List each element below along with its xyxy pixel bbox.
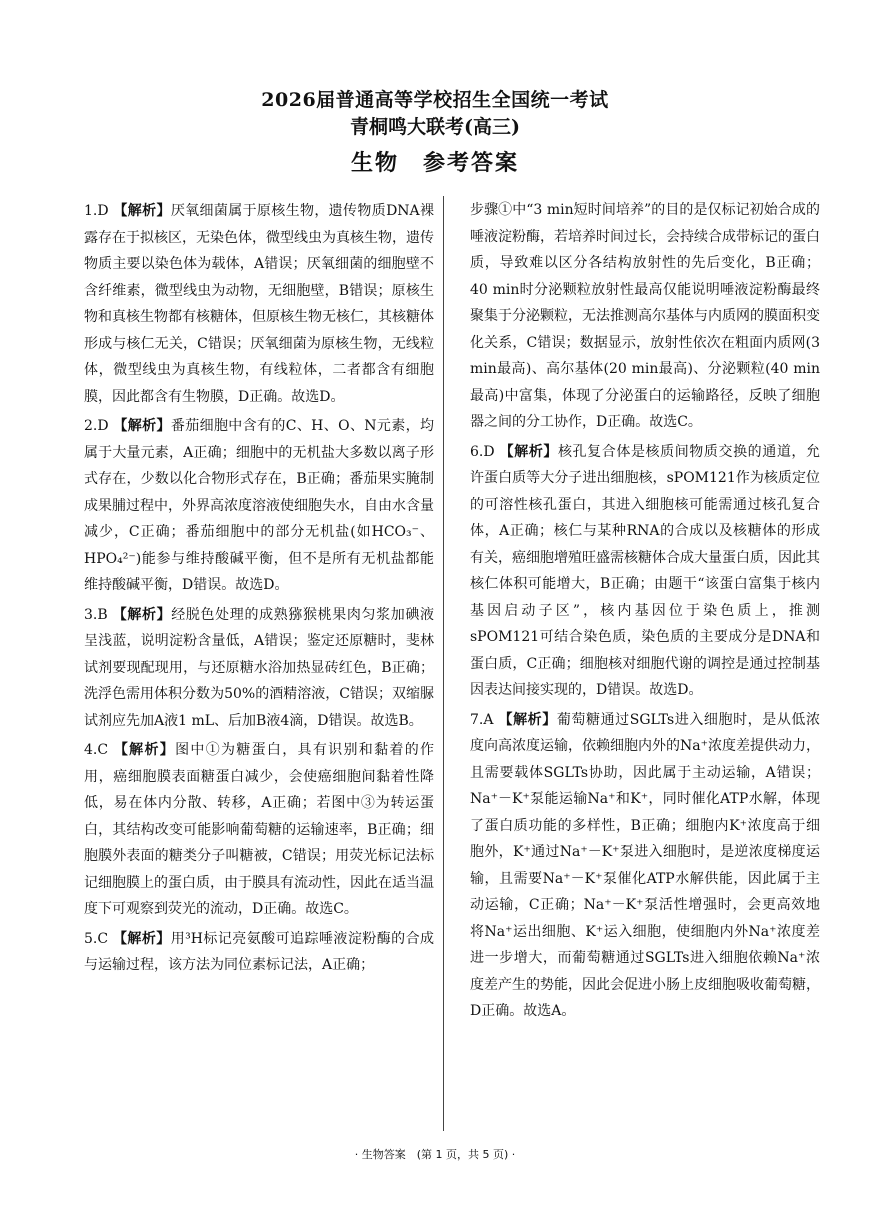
answer-number: 6.D bbox=[470, 443, 495, 460]
answer-text: 葡萄糖通过SGLTs进入细胞时，是从低浓度向高浓度运输，依赖细胞内外的Na⁺浓度差提供动力，且需要载体SGLTs协助，因此属于主动运输，A错误；Na⁺－K⁺泵能运输Na⁺和K⁺，同时催化ATP水解，体现了蛋白质功能的多样性，B正确；细胞内K⁺浓度高于细胞外，K⁺通过Na⁺－K⁺泵进入细胞时，是逆浓度梯度运输，且需要Na⁺－K⁺泵催化ATP水解供能，因此属于主动运输，C正确；Na⁺－K⁺泵活性增强时，会更高效地将Na⁺运出细胞、K⁺运入细胞，使细胞内外Na⁺浓度差进一步增大，而葡萄糖通过SGLTs进入细胞依赖Na⁺浓度差产生的势能，因此会促进小肠上皮细胞吸收葡萄糖，D正确。故选A。 bbox=[470, 711, 821, 1019]
answer-text: 图中①为糖蛋白，具有识别和黏着的作用，癌细胞膜表面糖蛋白减少，会使癌细胞间黏着性降低，易在体内分散、转移，A正确；若图中③为转运蛋白，其结构改变可能影响葡萄糖的运输速率，B正确；细胞膜外表面的糖类分子叫糖被，C错误；用荧光标记法标记细胞膜上的蛋白质，由于膜具有流动性，因此在适当温度下可观察到荧光的流动，D正确。故选C。 bbox=[84, 742, 435, 917]
answer-number: 5.C bbox=[84, 930, 109, 947]
answer-item-continued bbox=[470, 197, 820, 436]
analysis-tag: 【解析】 bbox=[113, 418, 171, 434]
analysis-tag: 【解析】 bbox=[113, 742, 176, 758]
answer-item bbox=[84, 602, 434, 735]
page-heading: 生物 参考答案 bbox=[350, 150, 519, 176]
left-column bbox=[84, 198, 434, 982]
analysis-tag: 【解析】 bbox=[112, 606, 172, 623]
answer-text: 步骤①中“3 min短时间培养”的目的是仅标记初始合成的唾液淀粉酶，若培养时间过长，会持续合成带标记的蛋白质，导致难以区分各结构放射性的先后变化，B正确；40 min时分泌颗粒放射性最高仅能说明唾液淀粉酶最终聚集于分泌颗粒，无法推测高尔基体与内质网的膜面积变化关系，C错误；数据显示，放射性依次在粗面内质网(3 min最高)、高尔基体(20 min最高)、分泌颗粒(40 min最高)中富集，体现了分泌蛋白的运输路径，反映了细胞器之间的分工协作，D正确。故选C。 bbox=[470, 202, 820, 430]
answer-number: 4.C bbox=[84, 742, 109, 758]
answer-number: 2.D bbox=[84, 418, 109, 434]
answer-number: 3.B bbox=[84, 606, 108, 623]
answer-item bbox=[470, 439, 820, 704]
answer-number: 1.D bbox=[84, 203, 109, 219]
answer-text: 用³H标记亮氨酸可追踪唾液淀粉酶的合成与运输过程，该方法为同位素标记法，A正确； bbox=[84, 930, 435, 973]
exam-subtitle: 青桐鸣大联考(高三) bbox=[350, 116, 520, 138]
analysis-tag: 【解析】 bbox=[112, 930, 171, 947]
right-column bbox=[470, 197, 820, 1028]
analysis-tag: 【解析】 bbox=[498, 711, 557, 728]
page-footer: · 生物答案 (第 1 页，共 5 页) · bbox=[354, 1148, 516, 1161]
answer-item bbox=[84, 198, 434, 410]
analysis-tag: 【解析】 bbox=[499, 443, 558, 460]
answer-item bbox=[84, 413, 434, 599]
answer-item bbox=[470, 707, 820, 1025]
answer-text: 厌氧细菌属于原核生物，遗传物质DNA裸露存在于拟核区，无染色体，微型线虫为真核生物，遗传物质主要以染色体为载体，A错误；厌氧细菌的细胞壁不含纤维素，微型线虫为动物，无细胞壁，B错误；原核生物和真核生物都有核糖体，但原核生物无核仁，其核糖体形成与核仁无关，C错误；厌氧细菌为原核生物，无线粒体，微型线虫为真核生物，有线粒体，二者都含有细胞膜，因此都含有生物膜，D正确。故选D。 bbox=[84, 203, 435, 405]
answer-number: 7.A bbox=[470, 711, 494, 728]
answer-text: 番茄细胞中含有的C、H、O、N元素，均属于大量元素，A正确；细胞中的无机盐大多数以离子形式存在，少数以化合物形式存在，B正确；番茄果实腌制成果脯过程中，外界高浓度溶液使细胞失水，自由水含量减少，C正确；番茄细胞中的部分无机盐(如HCO₃⁻、HPO₄²⁻)能参与维持酸碱平衡，但不是所有无机盐都能维持酸碱平衡，D错误。故选D。 bbox=[84, 418, 435, 593]
analysis-tag: 【解析】 bbox=[113, 203, 171, 219]
answer-text: 核孔复合体是核质间物质交换的通道，允许蛋白质等大分子进出细胞核，sPOM121作为核质定位的可溶性核孔蛋白，其进入细胞核可能需通过核孔复合体，A正确；核仁与某种RNA的合成以及核糖体的形成有关，癌细胞增殖旺盛需核糖体合成大量蛋白质，因此其核仁体积可能增大，B正确；由题干“该蛋白富集于核内基因启动子区”，核内基因位于染色质上，推测sPOM121可结合染色质，染色质的主要成分是DNA和蛋白质，C正确；细胞核对细胞代谢的调控是通过控制基因表达间接实现的，D错误。故选D。 bbox=[470, 443, 821, 698]
answer-text: 经脱色处理的成熟猕猴桃果肉匀浆加碘液呈浅蓝，说明淀粉含量低，A错误；鉴定还原糖时，斐林试剂要现配现用，与还原糖水浴加热显砖红色，B正确；洗浮色需用体积分数为50%的酒精溶液，C错误；双缩脲试剂应先加A液1 mL、后加B液4滴，D错误。故选B。 bbox=[84, 606, 435, 729]
answer-item bbox=[84, 926, 434, 979]
exam-title: 2026届普通高等学校招生全国统一考试 bbox=[261, 89, 609, 111]
answer-item bbox=[84, 737, 434, 923]
column-divider bbox=[443, 196, 444, 1131]
